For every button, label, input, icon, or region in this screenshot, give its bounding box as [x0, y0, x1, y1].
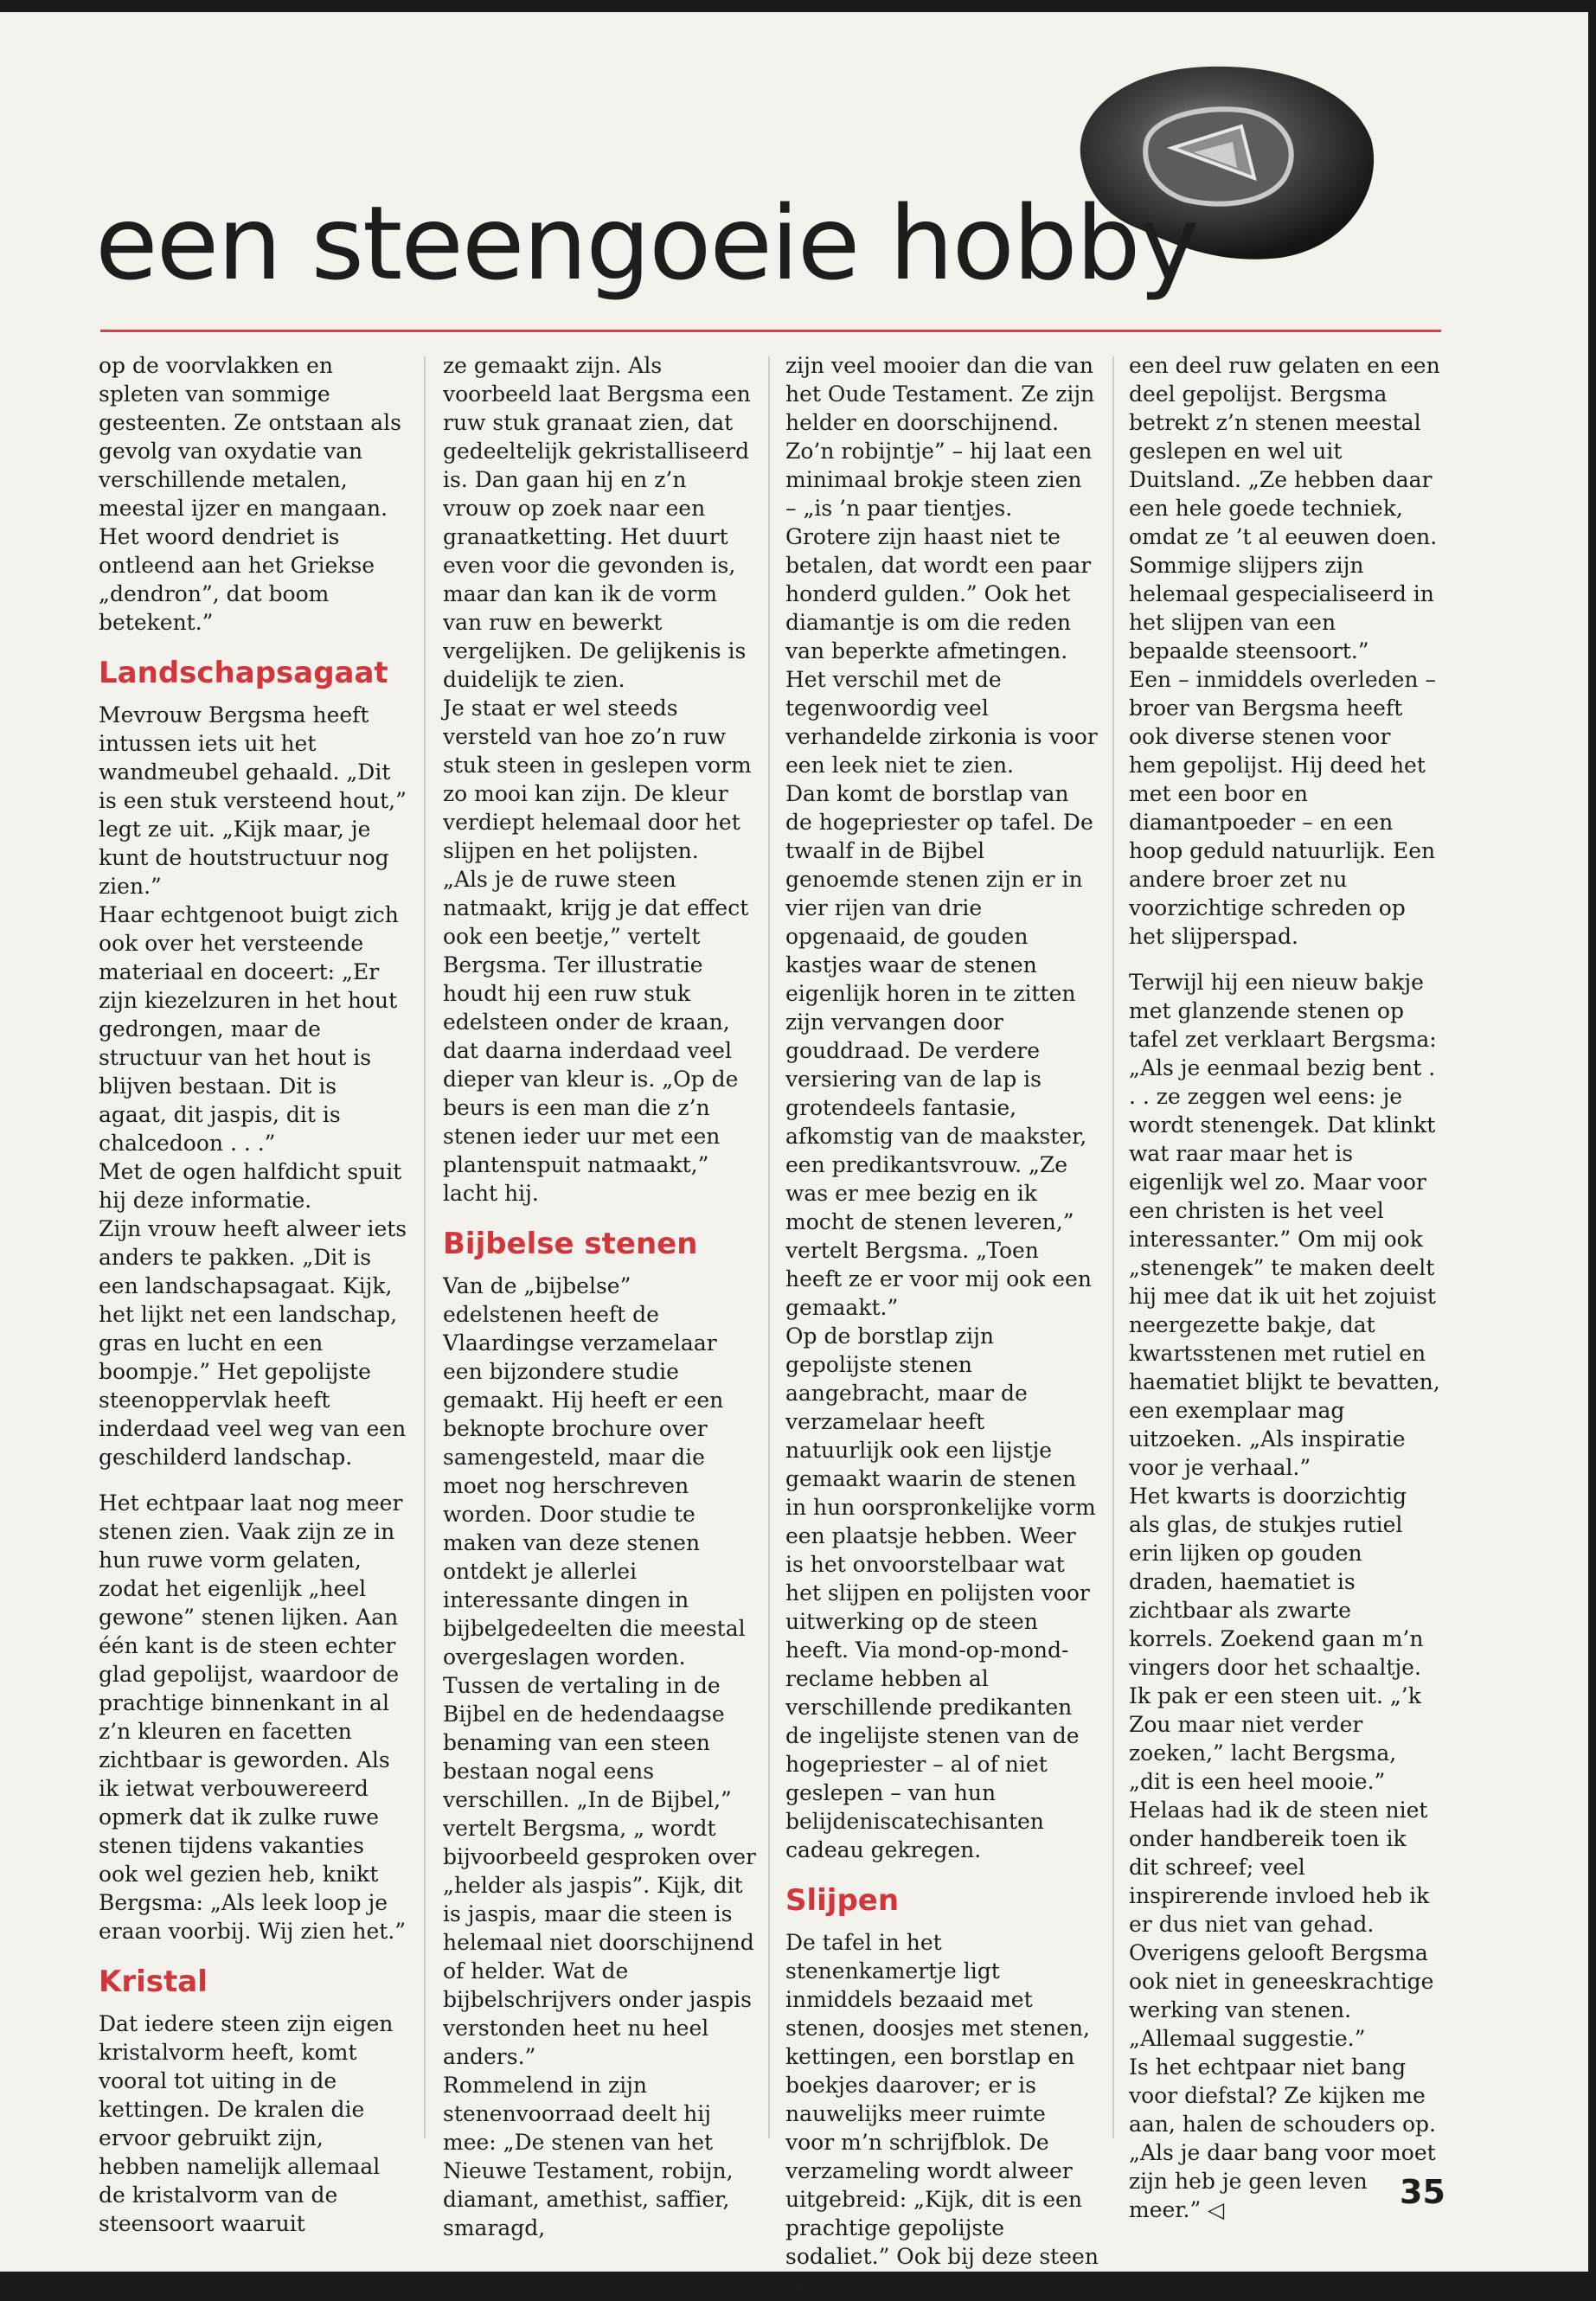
paragraph: Van de „bijbelse” edelstenen heeft de Vlaardingse verzamelaar een bijzondere studie gemaakt. Hij heeft er een beknopte brochure over samengesteld, maar die moet nog herschreven worden. Door studie te maken van deze stenen ontdekt je allerlei interessante dingen in bijbelgedeelten die meestal overgeslagen worden. Tussen de vertaling in de Bijbel en de hedendaagse benaming van een steen bestaan nogal eens verschillen. „In de Bijbel,” vertelt Bergsma, „ wordt bijvoorbeeld gesproken over „helder als jaspis”. Kijk, dit is jaspis, maar die steen is helemaal niet doorschijnend of helder. Wat de bijbelschrijvers onder jaspis verstonden heet nu heel anders.”: [443, 1273, 757, 2069]
column-divider: [768, 356, 770, 2138]
page-number: 35: [1400, 2173, 1445, 2211]
paragraph: een deel ruw gelaten en een deel gepolijst. Bergsma betrekt z’n stenen meestal geslepen en wel uit Duitsland. „Ze hebben daar een hele goede techniek, omdat ze ’t al eeuwen doen. Sommige slijpers zijn helemaal gespecialiseerd in het slijpen van een bepaalde steensoort.”: [1129, 353, 1440, 663]
text-column-2: [443, 351, 757, 2240]
paragraph: Is het echtpaar niet bang voor diefstal? Ze kijken me aan, halen de schouders op. „Als je daar bang voor moet zijn heb je geen leven meer.” ◁: [1129, 2054, 1437, 2222]
paragraph: Op de borstlap zijn gepolijste stenen aangebracht, maar de verzamelaar heeft natuurlijk ook een lijstje gemaakt waarin de stenen in hun oorspronkelijke vorm een plaatsje hebben. Weer is het onvoorstelbaar wat het slijpen en polijsten voor uitwerking op de steen heeft. Via mond-op-mond-reclame hebben al verschillende predikanten de ingelijste stenen van de hogepriester – al of niet geslepen – van hun belijdeniscatechisanten cadeau gekregen.: [785, 1324, 1096, 1862]
section-heading: Landschapsagaat: [99, 656, 388, 690]
paragraph: Dan komt de borstlap van de hogepriester op tafel. De twaalf in de Bijbel genoemde stenen zijn er in vier rijen van drie opgenaaid, de gouden kastjes waar de stenen eigenlijk horen in te zitten zijn vervangen door gouddraad. De verdere versiering van de lap is grotendeels fantasie, afkomstig van de maakster, een predikantsvrouw. „Ze was er mee bezig en ik mocht de stenen leveren,” vertelt Bergsma. „Toen heeft ze er voor mij ook een gemaakt.”: [785, 781, 1093, 1320]
paragraph: Het kwarts is doorzichtig als glas, de stukjes rutiel erin lijken op gouden draden, haematiet is zichtbaar als zwarte korrels. Zoekend gaan m’n vingers door het schaaltje. Ik pak er een steen uit. „’k Zou maar niet verder zoeken,” lacht Bergsma, „dit is een heel mooie.” Helaas had ik de steen niet onder handbereik toen ik dit schreef; veel inspirerende invloed heb ik er dus niet van gehad. Overigens gelooft Bergsma ook niet in geneeskrachtige werking van stenen. „Allemaal suggestie.”: [1129, 1484, 1434, 2051]
paragraph: Zijn vrouw heeft alweer iets anders te pakken. „Dit is een landschapsagaat. Kijk, het lijkt net een landschap, gras en lucht en een boompje.” Het gepolijste steenoppervlak heeft inderdaad veel weg van een geschilderd landschap.: [99, 1216, 407, 1470]
paragraph: Met de ogen halfdicht spuit hij deze informatie.: [99, 1159, 402, 1213]
paragraph: Een – inmiddels overleden – broer van Bergsma heeft ook diverse stenen voor hem gepolijst. Hij deed het met een boor en diamantpoeder – en een hoop geduld natuurlijk. Een andere broer zet nu voorzichtige schreden op het slijperspad.: [1129, 667, 1436, 949]
paragraph: zijn veel mooier dan die van het Oude Testament. Ze zijn helder en doorschijnend. Zo’n robijntje” – hij laat een minimaal brokje steen zien – „is ’n paar tientjes. Grotere zijn haast niet te betalen, dat wordt een paar honderd gulden.” Ook het diamantje is om die reden van beperkte afmetingen. Het verschil met de tegenwoordig veel verhandelde zirkonia is voor een leek niet te zien.: [785, 353, 1098, 778]
paragraph: Het echtpaar laat nog meer stenen zien. Vaak zijn ze in hun ruwe vorm gelaten, zodat het eigenlijk „heel gewone” stenen lijken. Aan één kant is de steen echter glad gepolijst, waardoor de prachtige binnenkant in al z’n kleuren en facetten zichtbaar is geworden. Als ik ietwat verbouwereerd opmerk dat ik zulke ruwe stenen tijdens vakanties ook wel gezien heb, knikt Bergsma: „Als leek loop je eraan voorbij. Wij zien het.”: [99, 1490, 407, 1944]
column-divider: [1112, 356, 1114, 2138]
title-rule: [100, 330, 1441, 332]
paragraph: Je staat er wel steeds versteld van hoe zo’n ruw stuk steen in geslepen vorm zo mooi kan zijn. De kleur verdiept helemaal door het slijpen en het polijsten.: [443, 695, 752, 863]
section-heading: Bijbelse stenen: [443, 1227, 698, 1261]
paragraph: „Als je de ruwe steen natmaakt, krijg je dat effect ook een beetje,” vertelt Bergsma. Ter illustratie houdt hij een ruw stuk edelsteen onder de kraan, dat daarna inderdaad veel dieper van kleur is. „Op de beurs is een man die z’n stenen ieder uur met een plantenspuit natmaakt,” lacht hij.: [443, 867, 749, 1206]
paragraph: Mevrouw Bergsma heeft intussen iets uit het wandmeubel gehaald. „Dit is een stuk versteend hout,” legt ze uit. „Kijk maar, je kunt de houtstructuur nog zien.”: [99, 702, 407, 899]
column-divider: [424, 356, 426, 2138]
text-column-1: [99, 351, 408, 2236]
paragraph: Haar echtgenoot buigt zich ook over het versteende materiaal en doceert: „Er zijn kiezelzuren in het hout gedrongen, maar de structuur van het hout is blijven bestaan. Dit is agaat, dit jaspis, dit is chalcedoon . . .”: [99, 902, 399, 1156]
paragraph: op de voorvlakken en spleten van sommige gesteenten. Ze ontstaan als gevolg van oxydatie van verschillende metalen, meestal ijzer en mangaan. Het woord dendriet is ontleend aan het Griekse „dendron”, dat boom betekent.”: [99, 353, 401, 635]
section-heading: Kristal: [99, 1965, 208, 1999]
paragraph: Rommelend in zijn stenenvoorraad deelt hij mee: „De stenen van het Nieuwe Testament, robijn, diamant, amethist, saffier, smaragd,: [443, 2073, 734, 2240]
text-column-3: [785, 351, 1099, 2298]
paragraph: ze gemaakt zijn. Als voorbeeld laat Bergsma een ruw stuk granaat zien, dat gedeeltelijk gekristalliseerd is. Dan gaan hij en z’n vrouw op zoek naar een granaatketting. Het duurt even voor die gevonden is, maar dan kan ik de vorm van ruw en bewerkt vergelijken. De gelijkenis is duidelijk te zien.: [443, 353, 751, 692]
paragraph: Terwijl hij een nieuw bakje met glanzende stenen op tafel zet verklaart Bergsma: „Als je eenmaal bezig bent . . . ze zeggen wel eens: je wordt stenengek. Dat klinkt wat raar maar het is eigenlijk wel zo. Maar voor een christen is het veel interessanter.” Om mij ook „stenengek” te maken deelt hij mee dat ik uit het zojuist neergezette bakje, dat kwartsstenen met rutiel en haematiet blijkt te bevatten, een exemplaar mag uitzoeken. „Als inspiratie voor je verhaal.”: [1129, 970, 1440, 1480]
article-title: een steengoeie hobby: [95, 183, 1198, 303]
paragraph: De tafel in het stenenkamertje ligt inmiddels bezaaid met stenen, doosjes met stenen, kettingen, een borstlap en boekjes daarover; er is nauwelijks meer ruimte voor m’n schrijfblok. De verzameling wordt alweer uitgebreid: „Kijk, dit is een prachtige gepolijste sodaliet.” Ook bij deze steen is: [785, 1930, 1099, 2298]
paragraph: Dat iedere steen zijn eigen kristalvorm heeft, komt vooral tot uiting in de kettingen. De kralen die ervoor gebruikt zijn, hebben namelijk allemaal de kristalvorm van de steensoort waaruit: [99, 2011, 394, 2236]
magazine-page: [0, 12, 1588, 2298]
section-heading: Slijpen: [785, 1883, 900, 1918]
